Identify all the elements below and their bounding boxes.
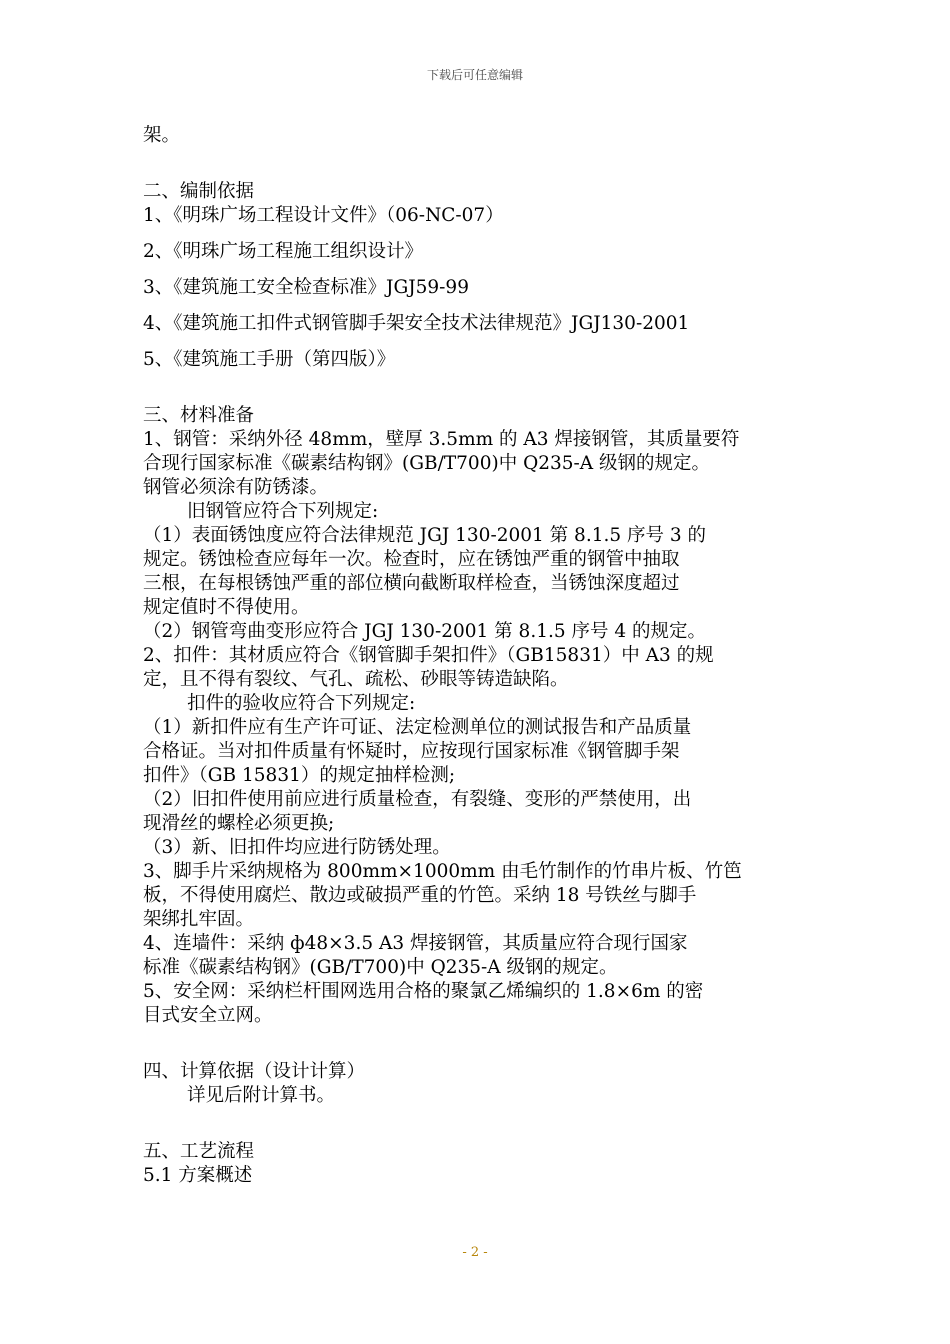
paragraph-line: 2、扣件：其材质应符合《钢管脚手架扣件》（GB15831）中 A3 的规 <box>143 645 714 666</box>
paragraph-line: 合现行国家标准《碳素结构钢》(GB/T700)中 Q235-A 级钢的规定。 <box>143 453 711 474</box>
paragraph-line: 合格证。当对扣件质量有怀疑时，应按现行国家标准《钢管脚手架 <box>143 741 680 762</box>
paragraph-line: 标准《碳素结构钢》(GB/T700)中 Q235-A 级钢的规定。 <box>143 957 618 978</box>
section-heading: 二、编制依据 <box>143 181 255 202</box>
paragraph-line: 架。 <box>143 125 181 146</box>
paragraph-line: 定，且不得有裂纹、气孔、疏松、砂眼等铸造缺陷。 <box>143 669 569 690</box>
page-number: - 2 - <box>462 1245 488 1260</box>
paragraph-line: 三根，在每根锈蚀严重的部位横向截断取样检查，当锈蚀深度超过 <box>143 573 680 594</box>
section-heading: 四、计算依据（设计计算） <box>143 1061 366 1082</box>
list-item: 1、《明珠广场工程设计文件》（06-NC-07） <box>143 205 504 226</box>
paragraph-line: 扣件的验收应符合下列规定: <box>187 693 416 714</box>
list-item: 3、《建筑施工安全检查标准》JGJ59-99 <box>143 277 469 298</box>
paragraph-line: （3）新、旧扣件均应进行防锈处理。 <box>143 837 451 858</box>
paragraph-line: 3、脚手片采纳规格为 800mm×1000mm 由毛竹制作的竹串片板、竹笆 <box>143 861 742 882</box>
paragraph-line: （2）旧扣件使用前应进行质量检查，有裂缝、变形的严禁使用，出 <box>143 789 692 810</box>
paragraph-line: 规定值时不得使用。 <box>143 597 310 618</box>
paragraph-line: （2）钢管弯曲变形应符合 JGJ 130-2001 第 8.1.5 序号 4 的规定。 <box>143 621 707 642</box>
paragraph-line: 旧钢管应符合下列规定: <box>187 501 379 522</box>
paragraph-line: （1）新扣件应有生产许可证、法定检测单位的测试报告和产品质量 <box>143 717 692 738</box>
section-heading: 五、工艺流程 <box>143 1141 255 1162</box>
section-heading: 三、材料准备 <box>143 405 255 426</box>
paragraph-line: 4、连墙件：采纳 ф48×3.5 A3 焊接钢管，其质量应符合现行国家 <box>143 933 688 954</box>
paragraph-line: 5、安全网：采纳栏杆围网选用合格的聚氯乙烯编织的 1.8×6m 的密 <box>143 981 704 1002</box>
paragraph-line: 目式安全立网。 <box>143 1005 273 1026</box>
paragraph-line: 钢管必须涂有防锈漆。 <box>143 477 329 498</box>
paragraph-line: 详见后附计算书。 <box>187 1085 336 1106</box>
paragraph-line: 1、钢管：采纳外径 48mm，壁厚 3.5mm 的 A3 焊接钢管，其质量要符 <box>143 429 740 450</box>
paragraph-line: 规定。锈蚀检查应每年一次。检查时，应在锈蚀严重的钢管中抽取 <box>143 549 680 570</box>
paragraph-line: 现滑丝的螺栓必须更换; <box>143 813 335 834</box>
paragraph-line: 板，不得使用腐烂、散边或破损严重的竹笆。采纳 18 号铁丝与脚手 <box>143 885 697 906</box>
subsection-heading: 5.1 方案概述 <box>143 1165 253 1186</box>
list-item: 5、《建筑施工手册（第四版）》 <box>143 349 396 370</box>
document-body <box>143 124 809 1188</box>
page-header: 下载后可任意编辑 <box>426 68 523 82</box>
paragraph-line: （1）表面锈蚀度应符合法律规范 JGJ 130-2001 第 8.1.5 序号 3 的 <box>143 525 707 546</box>
list-item: 2、《明珠广场工程施工组织设计》 <box>143 241 424 262</box>
paragraph-line: 扣件》（GB 15831）的规定抽样检测; <box>143 765 456 786</box>
list-item: 4、《建筑施工扣件式钢管脚手架安全技术法律规范》JGJ130-2001 <box>143 313 690 334</box>
paragraph-line: 架绑扎牢固。 <box>143 909 255 930</box>
